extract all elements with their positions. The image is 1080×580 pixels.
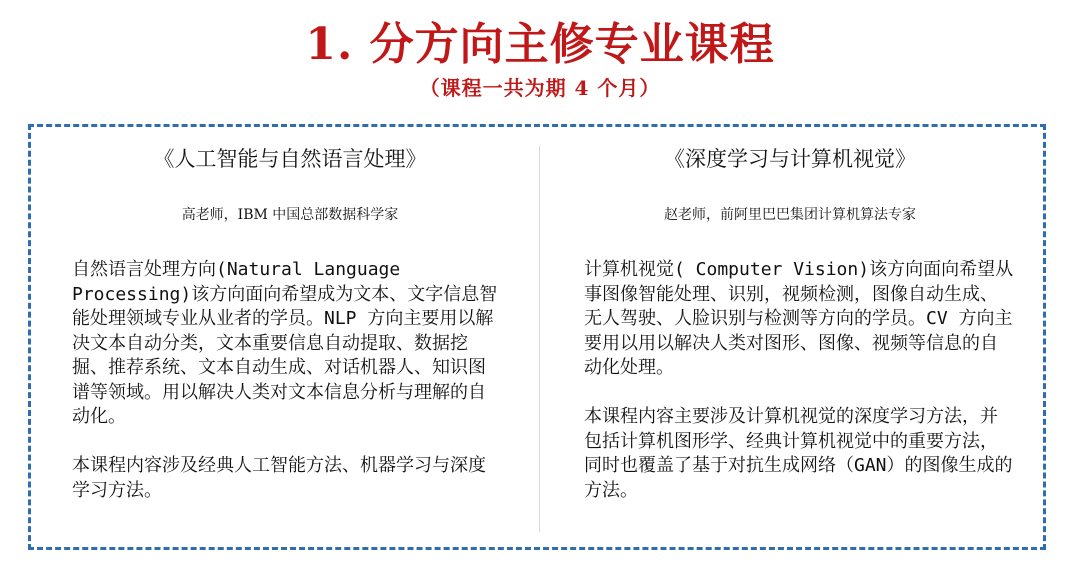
paragraph: 本课程内容涉及经典人工智能方法、机器学习与深度学习方法。 (72, 455, 486, 501)
paragraph: 自然语言处理方向(Natural Language Processing)该方向面向希望成为文本、文字信息智能处理领域专业从业者的学员。NLP 方向主要用以解决文本自动分类，文本重要信息自动提取、数据挖掘、推荐系统、文本自动生成、对话机器人、知识图谱等领域。用以解决人类对文本信息分析与理解的自动化。 (72, 259, 498, 427)
teacher-nlp: 高老师，IBM 中国总部数据科学家 (181, 207, 399, 223)
page-title: 1. 分方向主修专业课程 (305, 19, 775, 70)
course-description-nlp (72, 258, 502, 503)
teacher-cv: 赵老师，前阿里巴巴集团计算机算法专家 (664, 207, 916, 223)
course-title-nlp: 《人工智能与自然语言处理》 (153, 147, 427, 171)
page-subtitle: （课程一共为期 4 个月） (419, 76, 661, 100)
course-column-cv (560, 136, 1020, 503)
paragraph: 计算机视觉( Computer Vision)该方向面向希望从事图像智能处理、识别，视频检测，图像自动生成、无人驾驶、人脸识别与检测等方向的学员。CV 方向主要用以用以解决人类对图形、图像、视频等信息的自动化处理。 (584, 259, 1014, 378)
column-divider (539, 146, 540, 532)
course-description-cv (584, 258, 1014, 503)
paragraph: 本课程内容主要涉及计算机视觉的深度学习方法，并包括计算机图形学、经典计算机视觉中的重要方法，同时也覆盖了基于对抗生成网络（GAN）的图像生成的方法。 (584, 406, 1013, 501)
course-title-cv: 《深度学习与计算机视觉》 (664, 147, 916, 171)
course-column-nlp (60, 136, 520, 503)
